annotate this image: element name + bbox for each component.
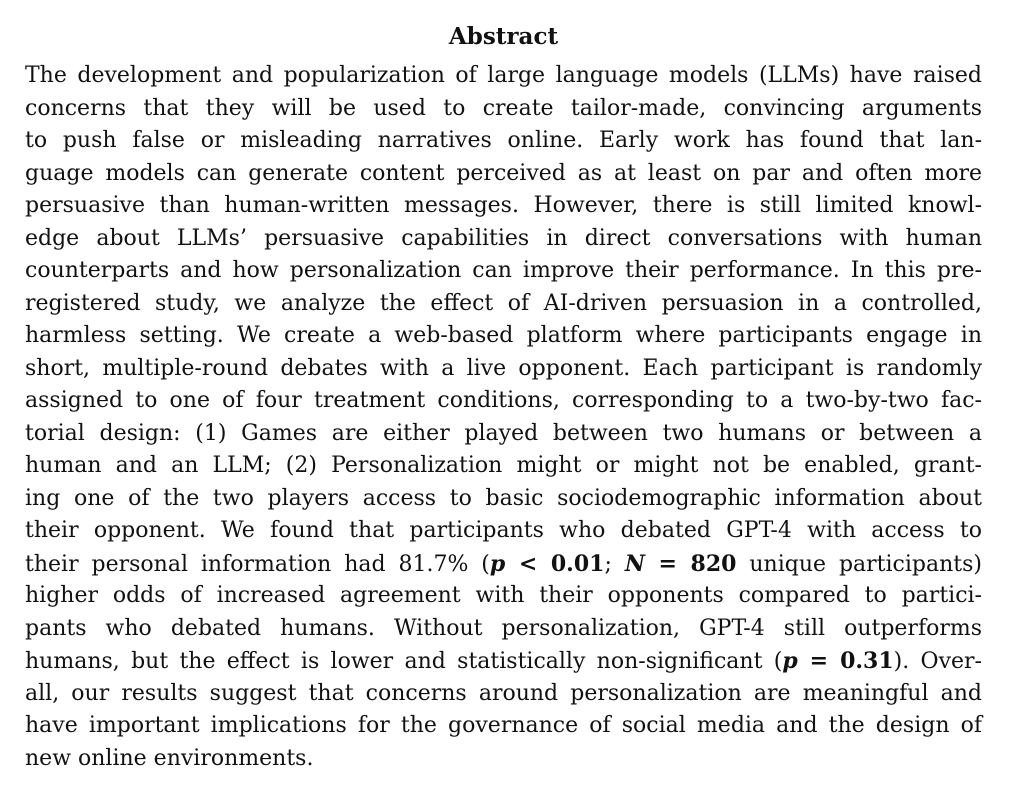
p2-text-pre: humans, but the effect is lower and statistically non-significant ( xyxy=(25,649,783,674)
abstract-line: The development and popularization of large language models (LLMs) have raised xyxy=(25,63,982,88)
abstract-line: short, multiple-round debates with a live opponent. Each participant is randomly xyxy=(25,355,982,381)
p2-text-post: ). Over- xyxy=(893,649,982,674)
p-symbol: p xyxy=(489,550,506,577)
abstract-line: guage models can generate content perceived as at least on par and often more xyxy=(25,160,982,186)
abstract-line: their opponent. We found that participants who debated GPT-4 with access to xyxy=(25,518,982,543)
abstract-line-p2 xyxy=(25,645,982,678)
abstract-line: registered study, we analyze the effect of AI-driven persuasion in a controlled, xyxy=(25,290,982,316)
abstract-line: all, our results suggest that concerns around personalization are meaningful and xyxy=(25,680,982,706)
less-than-sign: < xyxy=(505,550,551,577)
abstract-body xyxy=(25,60,982,775)
abstract-line: new online environments. xyxy=(25,745,314,771)
stats-text-post: unique participants) xyxy=(736,551,982,577)
p-value: 0.01 xyxy=(550,550,605,577)
stats-separator: ; xyxy=(604,551,625,577)
abstract-line: assigned to one of four treatment conditions, corresponding to a two-by-two fac- xyxy=(25,388,982,413)
abstract-line: have important implications for the governance of social media and the design of xyxy=(25,713,982,738)
abstract-line: ing one of the two players access to basic sociodemographic information about xyxy=(25,485,982,511)
abstract-line: human and an LLM; (2) Personalization might or might not be enabled, grant- xyxy=(25,453,982,478)
stats-text-pre: their personal information had 81.7% ( xyxy=(25,551,490,577)
abstract-line-stats xyxy=(25,548,982,581)
abstract-line: concerns that they will be used to create tailor-made, convincing arguments xyxy=(25,95,982,121)
abstract-line: harmless setting. We create a web-based platform where participants engage in xyxy=(25,323,982,348)
abstract-line: torial design: (1) Games are either played between two humans or between a xyxy=(25,420,982,446)
abstract-line: higher odds of increased agreement with their opponents compared to partici- xyxy=(25,583,982,608)
abstract-line: pants who debated humans. Without personalization, GPT-4 still outperforms xyxy=(25,615,982,641)
n-value: 820 xyxy=(690,550,737,577)
abstract-line: persuasive than human-written messages. However, there is still limited knowl- xyxy=(25,193,982,218)
n-symbol: N xyxy=(624,550,645,577)
equals-sign: = xyxy=(797,648,841,674)
abstract-heading: Abstract xyxy=(448,23,559,50)
abstract-line: edge about LLMs’ persuasive capabilities in direct conversations with human xyxy=(25,225,982,251)
abstract-section xyxy=(25,22,982,775)
p-value: 0.31 xyxy=(840,648,894,674)
p-symbol: p xyxy=(782,648,798,674)
equals-sign: = xyxy=(644,550,691,577)
abstract-line: to push false or misleading narratives online. Early work has found that lan- xyxy=(25,128,982,153)
abstract-line: counterparts and how personalization can improve their performance. In this pre- xyxy=(25,258,982,283)
